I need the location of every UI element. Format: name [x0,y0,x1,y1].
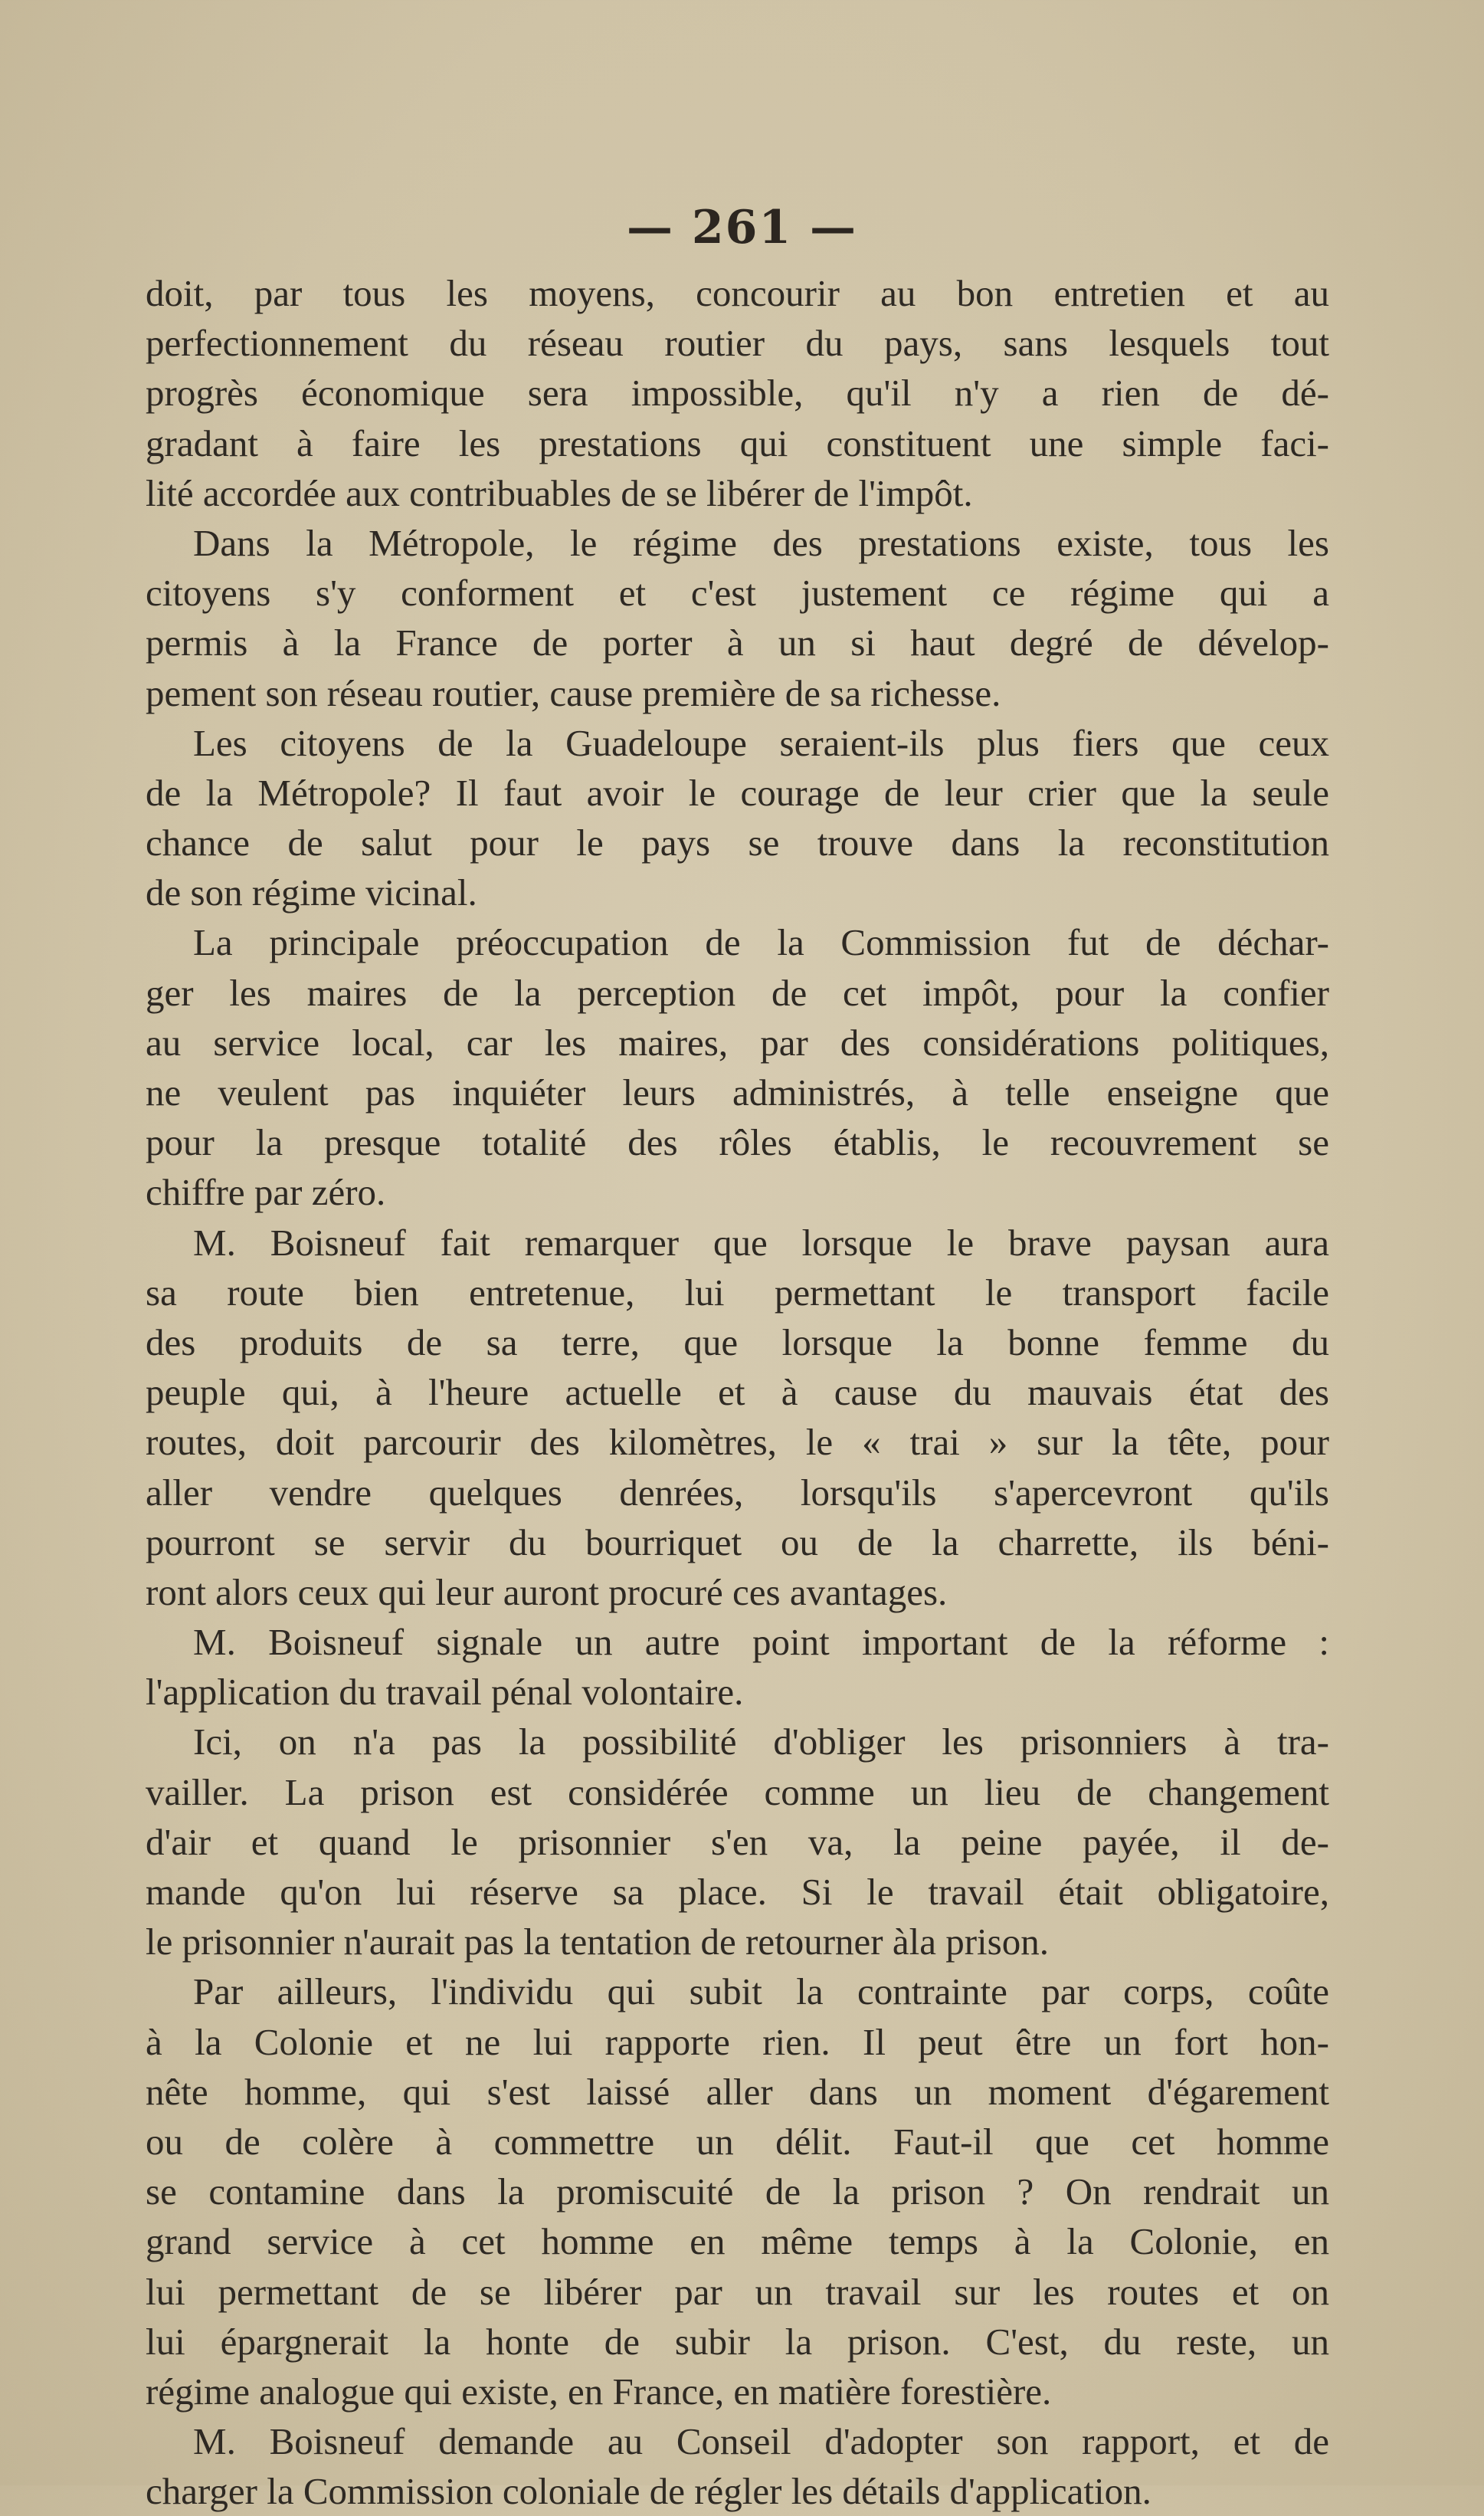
body-text [146,268,1329,2516]
text-line: sa route bien entretenue, lui permettant le transport facile [146,1271,1329,1314]
text-line: à la Colonie et ne lui rapporte rien. Il peut être un fort hon- [146,2020,1329,2063]
text-line: lui épargnerait la honte de subir la prison. C'est, du reste, un [146,2320,1329,2363]
text-line: doit, par tous les moyens, concourir au bon entretien et au [146,272,1329,314]
text-line: le prisonnier n'aurait pas la tentation de retourner àla prison. [146,1921,1049,1963]
text-line: Dans la Métropole, le régime des prestations existe, tous les [193,521,1329,564]
text-line: peuple qui, à l'heure actuelle et à cause du mauvais état des [146,1371,1329,1414]
page-number: — 261 — [626,201,858,254]
text-line: pour la presque totalité des rôles établis, le recouvrement se [146,1121,1329,1164]
text-line: progrès économique sera impossible, qu'il n'y a rien de dé- [146,372,1329,415]
text-line: nête homme, qui s'est laissé aller dans un moment d'égarement [146,2070,1329,2113]
text-line: régime analogue qui existe, en France, en matière forestière. [146,2370,1052,2413]
text-line: grand service à cet homme en même temps à la Colonie, en [146,2220,1329,2263]
text-line: chance de salut pour le pays se trouve dans la reconstitution [146,822,1329,864]
text-line: vailler. La prison est considérée comme un lieu de changement [146,1770,1329,1813]
text-line: lui permettant de se libérer par un travail sur les routes et on [146,2270,1329,2313]
text-line: pement son réseau routier, cause première de sa richesse. [146,671,1001,714]
text-line: l'application du travail pénal volontaire. [146,1671,744,1714]
text-line: se contamine dans la promiscuité de la prison ? On rendrait un [146,2170,1329,2213]
text-line: La principale préoccupation de la Commission fut de déchar- [193,921,1329,964]
text-line: chiffre par zéro. [146,1171,386,1214]
text-line: Les citoyens de la Guadeloupe seraient-ils plus fiers que ceux [193,721,1329,764]
text-line: gradant à faire les prestations qui constituent une simple faci- [146,422,1329,464]
text-line: charger la Commission coloniale de régler les détails d'application. [146,2470,1151,2513]
text-line: M. Boisneuf fait remarquer que lorsque le brave paysan aura [193,1221,1329,1264]
text-line: M. Boisneuf signale un autre point important de la réforme : [193,1621,1329,1664]
text-line: Par ailleurs, l'individu qui subit la contrainte par corps, coûte [193,1970,1329,2013]
text-line: de son régime vicinal. [146,871,477,914]
text-line: pourront se servir du bourriquet ou de la charrette, ils béni- [146,1520,1329,1563]
text-line: citoyens s'y conforment et c'est justement ce régime qui a [146,572,1329,615]
text-line: aller vendre quelques denrées, lorsqu'ils s'apercevront qu'ils [146,1471,1329,1514]
text-line: ne veulent pas inquiéter leurs administrés, à telle enseigne que [146,1071,1329,1114]
text-line: ou de colère à commettre un délit. Faut-il que cet homme [146,2120,1329,2163]
text-line: ger les maires de la perception de cet impôt, pour la confier [146,971,1329,1014]
text-line: des produits de sa terre, que lorsque la bonne femme du [146,1320,1329,1363]
text-line: perfectionnement du réseau routier du pays, sans lesquels tout [146,322,1329,365]
text-line: au service local, car les maires, par des considérations politiques, [146,1021,1329,1064]
text-line: M. Boisneuf demande au Conseil d'adopter son rapport, et de [193,2420,1329,2463]
text-line: ront alors ceux qui leur auront procuré ces avantages. [146,1570,948,1613]
text-line: routes, doit parcourir des kilomètres, le « trai » sur la tête, pour [146,1421,1329,1464]
text-line: mande qu'on lui réserve sa place. Si le travail était obligatoire, [146,1871,1329,1913]
text-line: d'air et quand le prisonnier s'en va, la peine payée, il de- [146,1820,1329,1863]
text-line: permis à la France de porter à un si haut degré de dévelop- [146,622,1329,664]
text-line: de la Métropole? Il faut avoir le courage de leur crier que la seule [146,771,1329,814]
text-line: lité accordée aux contribuables de se libérer de l'impôt. [146,471,973,514]
text-line: Ici, on n'a pas la possibilité d'obliger les prisonniers à tra- [193,1721,1329,1763]
